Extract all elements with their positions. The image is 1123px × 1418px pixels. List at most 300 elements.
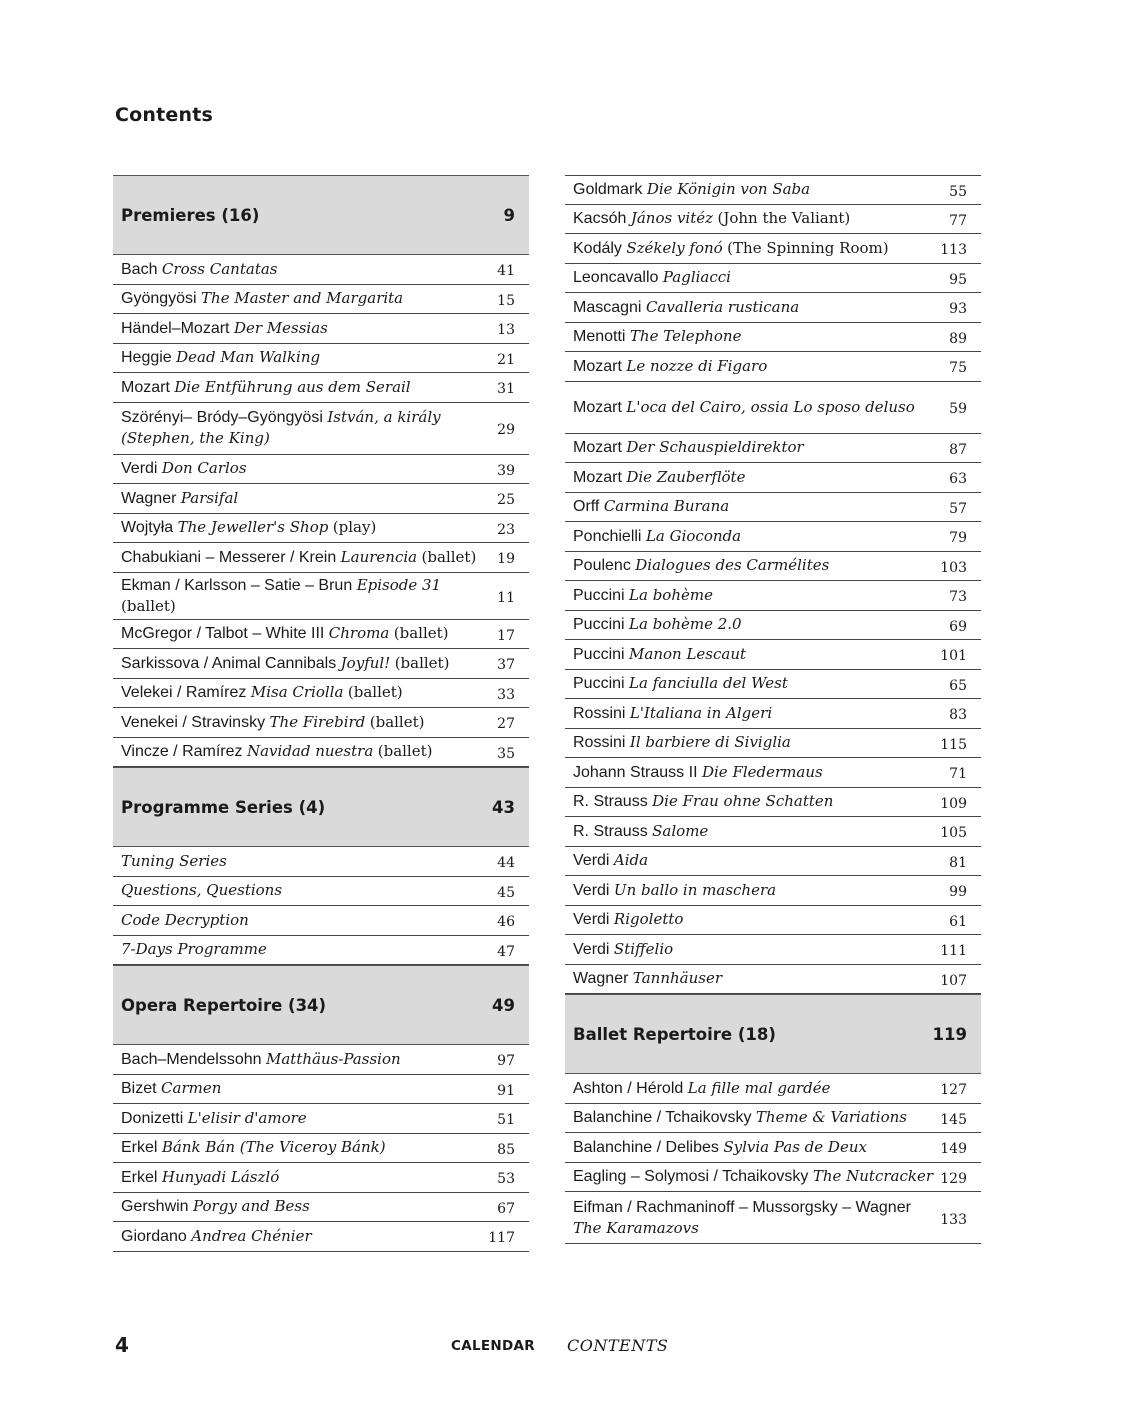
- contents-entry: [113, 484, 529, 514]
- entry-label: [573, 850, 648, 871]
- contents-column-left: [113, 175, 529, 1252]
- entry-page-number: 149: [940, 1141, 967, 1158]
- entry-label: [573, 1166, 933, 1187]
- entry-composer: Gershwin: [121, 1198, 189, 1216]
- entry-title: Rigoletto: [613, 910, 684, 929]
- entry-title: Le nozze di Figaro: [626, 356, 768, 375]
- entry-composer: Mozart: [573, 468, 622, 486]
- entry-note: (ballet): [421, 547, 477, 566]
- entry-composer: Johann Strauss II: [573, 763, 698, 781]
- entry-title: Manon Lescaut: [629, 644, 747, 663]
- contents-entry: [565, 264, 981, 294]
- entry-label: [121, 939, 267, 960]
- entry-label: [121, 458, 247, 479]
- entry-title: Laurencia: [340, 547, 418, 566]
- entry-page-number: 129: [940, 1170, 967, 1187]
- contents-entry: [565, 640, 981, 670]
- contents-entry: [113, 847, 529, 877]
- entry-composer: Mozart: [573, 398, 622, 416]
- contents-entry: [113, 679, 529, 709]
- entry-title: Parsifal: [180, 488, 239, 507]
- entry-label: [573, 1107, 907, 1128]
- entry-page-number: 27: [497, 716, 515, 733]
- entry-label: [573, 356, 767, 377]
- entry-page-number: 67: [497, 1200, 515, 1217]
- entry-composer: Wagner: [121, 489, 177, 507]
- entry-title: Aida: [613, 851, 649, 870]
- entry-label: [573, 614, 742, 635]
- entry-composer: Puccini: [573, 675, 625, 693]
- entry-title: Bánk Bán (The Viceroy Bánk): [161, 1138, 386, 1157]
- contents-entry: [113, 936, 529, 966]
- entry-title: La bohème 2.0: [629, 615, 742, 634]
- contents-entry: [113, 1134, 529, 1164]
- entry-label: [573, 179, 810, 200]
- entry-label: [121, 1226, 312, 1247]
- entry-page-number: 81: [949, 854, 967, 871]
- entry-title: La bohème: [629, 585, 713, 604]
- contents-entry: [565, 1104, 981, 1134]
- entry-title: János vitéz: [630, 209, 714, 228]
- entry-page-number: 45: [497, 884, 515, 901]
- contents-entry: [113, 285, 529, 315]
- section-heading: [113, 965, 529, 1045]
- entry-composer: Sarkissova / Animal Cannibals: [121, 654, 337, 672]
- section-page-number: 49: [492, 995, 515, 1015]
- entry-composer: Vincze / Ramírez: [121, 743, 243, 761]
- entry-title: L'oca del Cairo, ossia Lo sposo deluso: [626, 397, 915, 416]
- entry-composer: Mascagni: [573, 298, 642, 316]
- section-title: Opera Repertoire (34): [121, 995, 327, 1015]
- entry-composer: Wojtyła: [121, 519, 174, 537]
- entry-label: [121, 318, 328, 339]
- contents-entry: [565, 234, 981, 264]
- entry-composer: Rossini: [573, 734, 626, 752]
- entry-page-number: 109: [940, 795, 967, 812]
- entry-label: [573, 703, 772, 724]
- contents-entry: [565, 1074, 981, 1104]
- entry-label: [121, 1167, 279, 1188]
- entry-title: Chroma: [328, 624, 390, 643]
- entry-title: Der Messias: [233, 318, 328, 337]
- section-label: CALENDAR: [451, 1338, 535, 1354]
- entry-composer: Eagling – Solymosi / Tchaikovsky: [573, 1168, 809, 1186]
- contents-entry: [565, 382, 981, 434]
- entry-page-number: 21: [497, 351, 515, 368]
- entry-page-number: 41: [497, 263, 515, 280]
- entry-title: The Nutcracker: [812, 1167, 934, 1186]
- entry-label: [573, 1078, 830, 1099]
- entry-composer: Leoncavallo: [573, 269, 659, 287]
- contents-entry: [113, 344, 529, 374]
- entry-composer: Ashton / Hérold: [573, 1079, 684, 1097]
- entry-composer: Venekei / Stravinsky: [121, 713, 266, 731]
- entry-title: Die Königin von Saba: [646, 180, 811, 199]
- section-page-number: 9: [503, 205, 515, 225]
- entry-page-number: 103: [940, 559, 967, 576]
- contents-entry: [565, 1192, 981, 1244]
- contents-entry: [113, 543, 529, 573]
- entry-label: [573, 880, 776, 901]
- entry-page-number: 127: [940, 1082, 967, 1099]
- entry-label: [121, 741, 432, 762]
- entry-page-number: 107: [940, 972, 967, 989]
- entry-page-number: 85: [497, 1141, 515, 1158]
- entry-composer: Balanchine / Tchaikovsky: [573, 1109, 752, 1127]
- contents-entry: [113, 514, 529, 544]
- entry-title: Don Carlos: [161, 459, 247, 478]
- contents-entry: [113, 738, 529, 768]
- entry-page-number: 101: [940, 648, 967, 665]
- entry-title: La fille mal gardée: [687, 1078, 831, 1097]
- entry-note: (ballet): [347, 683, 403, 702]
- contents-entry: [565, 205, 981, 235]
- entry-note: (ballet): [121, 596, 176, 615]
- contents-entry: [113, 1222, 529, 1252]
- entry-label: [121, 575, 497, 617]
- entry-title: Hunyadi László: [161, 1167, 280, 1186]
- entry-title: Tannhäuser: [632, 969, 723, 988]
- entry-label: [573, 732, 791, 753]
- entry-label: [573, 526, 741, 547]
- contents-entry: [113, 1193, 529, 1223]
- section-page-number: 43: [492, 797, 515, 817]
- entry-composer: Goldmark: [573, 181, 643, 199]
- entry-label: [121, 547, 476, 568]
- entry-note: (The Spinning Room): [727, 238, 889, 257]
- entry-composer: Balanchine / Delibes: [573, 1138, 719, 1156]
- contents-entry: [565, 175, 981, 205]
- entry-label: [121, 1137, 386, 1158]
- page-footer: [0, 1333, 1123, 1359]
- contents-entry: [565, 847, 981, 877]
- entry-composer: Verdi: [573, 911, 610, 929]
- entry-title: Die Frau ohne Schatten: [652, 792, 834, 811]
- entry-label: [121, 377, 411, 398]
- entry-composer: Ponchielli: [573, 527, 642, 545]
- entry-title: Pagliacci: [662, 268, 731, 287]
- contents-entry: [565, 906, 981, 936]
- entry-title: The Karamazovs: [573, 1218, 699, 1237]
- entry-title: Sylvia Pas de Deux: [723, 1137, 867, 1156]
- entry-composer: Velekei / Ramírez: [121, 684, 247, 702]
- entry-composer: Verdi: [573, 881, 610, 899]
- contents-entry: [565, 699, 981, 729]
- contents-entry: [113, 1163, 529, 1193]
- entry-page-number: 91: [497, 1082, 515, 1099]
- entry-label: [121, 1108, 307, 1129]
- entry-label: [573, 437, 804, 458]
- contents-entry: [565, 552, 981, 582]
- entry-title: Andrea Chénier: [191, 1226, 312, 1245]
- entry-composer: Bach: [121, 260, 158, 278]
- entry-label: [573, 939, 673, 960]
- entry-composer: Kodály: [573, 239, 622, 257]
- entry-title: Theme & Variations: [755, 1108, 907, 1127]
- contents-entry: [113, 1045, 529, 1075]
- entry-title: Székely fonó: [626, 238, 723, 257]
- contents-entry: [113, 906, 529, 936]
- entry-page-number: 37: [497, 657, 515, 674]
- entry-composer: R. Strauss: [573, 822, 648, 840]
- entry-title: Cavalleria rusticana: [645, 297, 800, 316]
- entry-title: Un ballo in maschera: [613, 880, 777, 899]
- contents-entry: [113, 314, 529, 344]
- section-heading: [113, 767, 529, 847]
- contents-entry: [113, 573, 529, 620]
- entry-title: Die Fledermaus: [701, 762, 823, 781]
- entry-page-number: 23: [497, 521, 515, 538]
- entry-title: Carmen: [161, 1079, 222, 1098]
- entry-page-number: 44: [497, 855, 515, 872]
- page-number: 4: [115, 1333, 129, 1357]
- entry-page-number: 33: [497, 686, 515, 703]
- entry-composer: Orff: [573, 498, 600, 516]
- entry-label: [573, 326, 741, 347]
- entry-title: Navidad nuestra: [246, 742, 374, 761]
- entry-title: Stiffelio: [613, 939, 674, 958]
- entry-label: [573, 297, 799, 318]
- contents-entry: [565, 817, 981, 847]
- entry-label: [573, 909, 683, 930]
- entry-composer: Poulenc: [573, 557, 631, 575]
- contents-entry: [113, 373, 529, 403]
- entry-label: [121, 517, 376, 538]
- entry-composer: Gyöngyösi: [121, 290, 197, 308]
- entry-composer: Erkel: [121, 1139, 158, 1157]
- entry-label: [573, 397, 915, 418]
- entry-page-number: 61: [949, 913, 967, 930]
- section-title: Premieres (16): [121, 205, 260, 225]
- entry-title: La fanciulla del West: [629, 674, 788, 693]
- contents-entry: [565, 670, 981, 700]
- entry-label: [121, 1049, 401, 1070]
- entry-label: [121, 488, 238, 509]
- entry-label: [573, 208, 850, 229]
- entry-page-number: 31: [497, 381, 515, 398]
- entry-title: Der Schauspieldirektor: [626, 438, 804, 457]
- entry-note: (play): [332, 518, 377, 537]
- entry-label: [121, 1078, 221, 1099]
- entry-page-number: 29: [497, 422, 515, 438]
- entry-title: The Jeweller's Shop: [177, 518, 329, 537]
- entry-page-number: 65: [949, 677, 967, 694]
- contents-entry: [565, 729, 981, 759]
- entry-page-number: 47: [497, 943, 515, 960]
- section-page-number: 119: [932, 1024, 967, 1044]
- section-heading: [113, 175, 529, 255]
- entry-label: [573, 1137, 867, 1158]
- entry-composer: Mozart: [121, 378, 170, 396]
- entry-page-number: 117: [488, 1230, 515, 1247]
- entry-title: L'Italiana in Algeri: [629, 703, 773, 722]
- entry-label: [121, 347, 320, 368]
- entry-label: [121, 682, 403, 703]
- page-title: Contents: [115, 104, 214, 126]
- entry-composer: Wagner: [573, 970, 629, 988]
- subsection-label: CONTENTS: [567, 1336, 669, 1355]
- entry-title: The Firebird: [269, 712, 366, 731]
- contents-entry: [113, 649, 529, 679]
- entry-composer: Händel–Mozart: [121, 319, 230, 337]
- entry-label: [573, 968, 722, 989]
- section-heading: [565, 994, 981, 1074]
- entry-label: [573, 496, 729, 517]
- contents-entry: [565, 965, 981, 995]
- entry-title: Questions, Questions: [121, 881, 283, 900]
- entry-page-number: 93: [949, 301, 967, 318]
- entry-page-number: 99: [949, 884, 967, 901]
- entry-page-number: 17: [497, 627, 515, 644]
- entry-composer: Erkel: [121, 1168, 158, 1186]
- entry-page-number: 87: [949, 441, 967, 458]
- entry-page-number: 35: [497, 745, 515, 762]
- entry-title: Porgy and Bess: [193, 1197, 310, 1216]
- entry-composer: Donizetti: [121, 1109, 184, 1127]
- entry-label: [573, 467, 745, 488]
- contents-entry: [113, 620, 529, 650]
- entry-composer: Menotti: [573, 328, 626, 346]
- entry-page-number: 11: [497, 589, 515, 606]
- contents-entry: [113, 1075, 529, 1105]
- entry-title: Dead Man Walking: [176, 348, 321, 367]
- entry-page-number: 89: [949, 330, 967, 347]
- entry-label: [573, 791, 833, 812]
- entry-title: Carmina Burana: [603, 497, 730, 516]
- entry-note: (ballet): [394, 653, 450, 672]
- section-title: Ballet Repertoire (18): [573, 1024, 776, 1044]
- contents-column-right: [565, 175, 981, 1244]
- entry-composer: Puccini: [573, 645, 625, 663]
- entry-label: [573, 644, 746, 665]
- contents-entry: [565, 522, 981, 552]
- contents-entry: [113, 708, 529, 738]
- entry-note: (ballet): [369, 712, 425, 731]
- entry-composer: Verdi: [121, 460, 158, 478]
- contents-entry: [565, 1133, 981, 1163]
- entry-page-number: 73: [949, 589, 967, 606]
- entry-page-number: 79: [949, 530, 967, 547]
- contents-entry: [565, 788, 981, 818]
- entry-title: La Gioconda: [645, 526, 742, 545]
- entry-title: Code Decryption: [121, 910, 249, 929]
- entry-page-number: 71: [949, 766, 967, 783]
- entry-title: L'elisir d'amore: [187, 1108, 307, 1127]
- entry-label: [573, 555, 829, 576]
- contents-entry: [565, 293, 981, 323]
- entry-title: István, a király (Stephen, the King): [121, 408, 441, 447]
- contents-entry: [565, 1163, 981, 1193]
- entry-note: (ballet): [393, 624, 449, 643]
- contents-entry: [113, 1104, 529, 1134]
- contents-entry: [565, 434, 981, 464]
- entry-title: Tuning Series: [121, 851, 227, 870]
- entry-composer: McGregor / Talbot – White III: [121, 625, 325, 643]
- entry-title: Dialogues des Carmélites: [635, 556, 830, 575]
- entry-page-number: 53: [497, 1171, 515, 1188]
- entry-page-number: 83: [949, 707, 967, 724]
- section-title: Programme Series (4): [121, 797, 326, 817]
- entry-composer: Szörényi– Bródy–Gyöngyösi: [121, 409, 323, 426]
- entry-label: [121, 910, 249, 931]
- entry-page-number: 63: [949, 471, 967, 488]
- entry-label: [121, 653, 449, 674]
- entry-page-number: 69: [949, 618, 967, 635]
- contents-entry: [565, 323, 981, 353]
- entry-page-number: 57: [949, 500, 967, 517]
- entry-composer: Chabukiani – Messerer / Krein: [121, 548, 337, 566]
- entry-page-number: 77: [949, 212, 967, 229]
- entry-label: [121, 1196, 310, 1217]
- contents-entry: [565, 493, 981, 523]
- entry-page-number: 13: [497, 322, 515, 339]
- entry-page-number: 39: [497, 462, 515, 479]
- entry-page-number: 46: [497, 914, 515, 931]
- entry-label: [573, 238, 889, 259]
- entry-page-number: 113: [940, 242, 967, 259]
- entry-label: [573, 762, 823, 783]
- entry-label: [121, 623, 449, 644]
- contents-entry: [565, 352, 981, 382]
- contents-entry: [113, 255, 529, 285]
- entry-composer: Bach–Mendelssohn: [121, 1050, 262, 1068]
- entry-page-number: 19: [497, 551, 515, 568]
- entry-page-number: 51: [497, 1112, 515, 1129]
- entry-label: [573, 673, 788, 694]
- entry-page-number: 95: [949, 271, 967, 288]
- contents-entry: [565, 581, 981, 611]
- entry-page-number: 145: [940, 1111, 967, 1128]
- entry-page-number: 97: [497, 1053, 515, 1070]
- entry-label: [121, 288, 403, 309]
- entry-composer: Heggie: [121, 349, 172, 367]
- entry-page-number: 115: [940, 736, 967, 753]
- entry-label: [121, 712, 424, 733]
- contents-entry: [565, 611, 981, 641]
- entry-label: [121, 259, 277, 280]
- entry-title: Misa Criolla: [250, 683, 344, 702]
- entry-page-number: 75: [949, 360, 967, 377]
- entry-page-number: 15: [497, 292, 515, 309]
- entry-composer: Rossini: [573, 704, 626, 722]
- entry-title: The Master and Margarita: [201, 289, 404, 308]
- entry-composer: Verdi: [573, 940, 610, 958]
- contents-entry: [113, 403, 529, 455]
- entry-composer: Bizet: [121, 1080, 157, 1098]
- entry-composer: Mozart: [573, 357, 622, 375]
- entry-note: (ballet): [377, 742, 433, 761]
- entry-page-number: 111: [940, 943, 967, 960]
- entry-composer: Puccini: [573, 616, 625, 634]
- entry-composer: Verdi: [573, 852, 610, 870]
- entry-title: The Telephone: [629, 327, 742, 346]
- entry-composer: Mozart: [573, 439, 622, 457]
- entry-composer: Ekman / Karlsson – Satie – Brun: [121, 576, 353, 594]
- entry-label: [121, 407, 497, 449]
- entry-page-number: 105: [940, 825, 967, 842]
- contents-entry: [113, 877, 529, 907]
- entry-label: [573, 267, 731, 288]
- contents-entry: [565, 463, 981, 493]
- entry-note: (John the Valiant): [717, 209, 851, 228]
- entry-title: Salome: [652, 821, 709, 840]
- entry-page-number: 59: [949, 401, 967, 417]
- entry-title: Die Zauberflöte: [626, 467, 746, 486]
- entry-title: Il barbiere di Siviglia: [629, 733, 791, 752]
- entry-composer: Giordano: [121, 1227, 187, 1245]
- contents-entry: [565, 876, 981, 906]
- entry-title: 7-Days Programme: [121, 940, 267, 959]
